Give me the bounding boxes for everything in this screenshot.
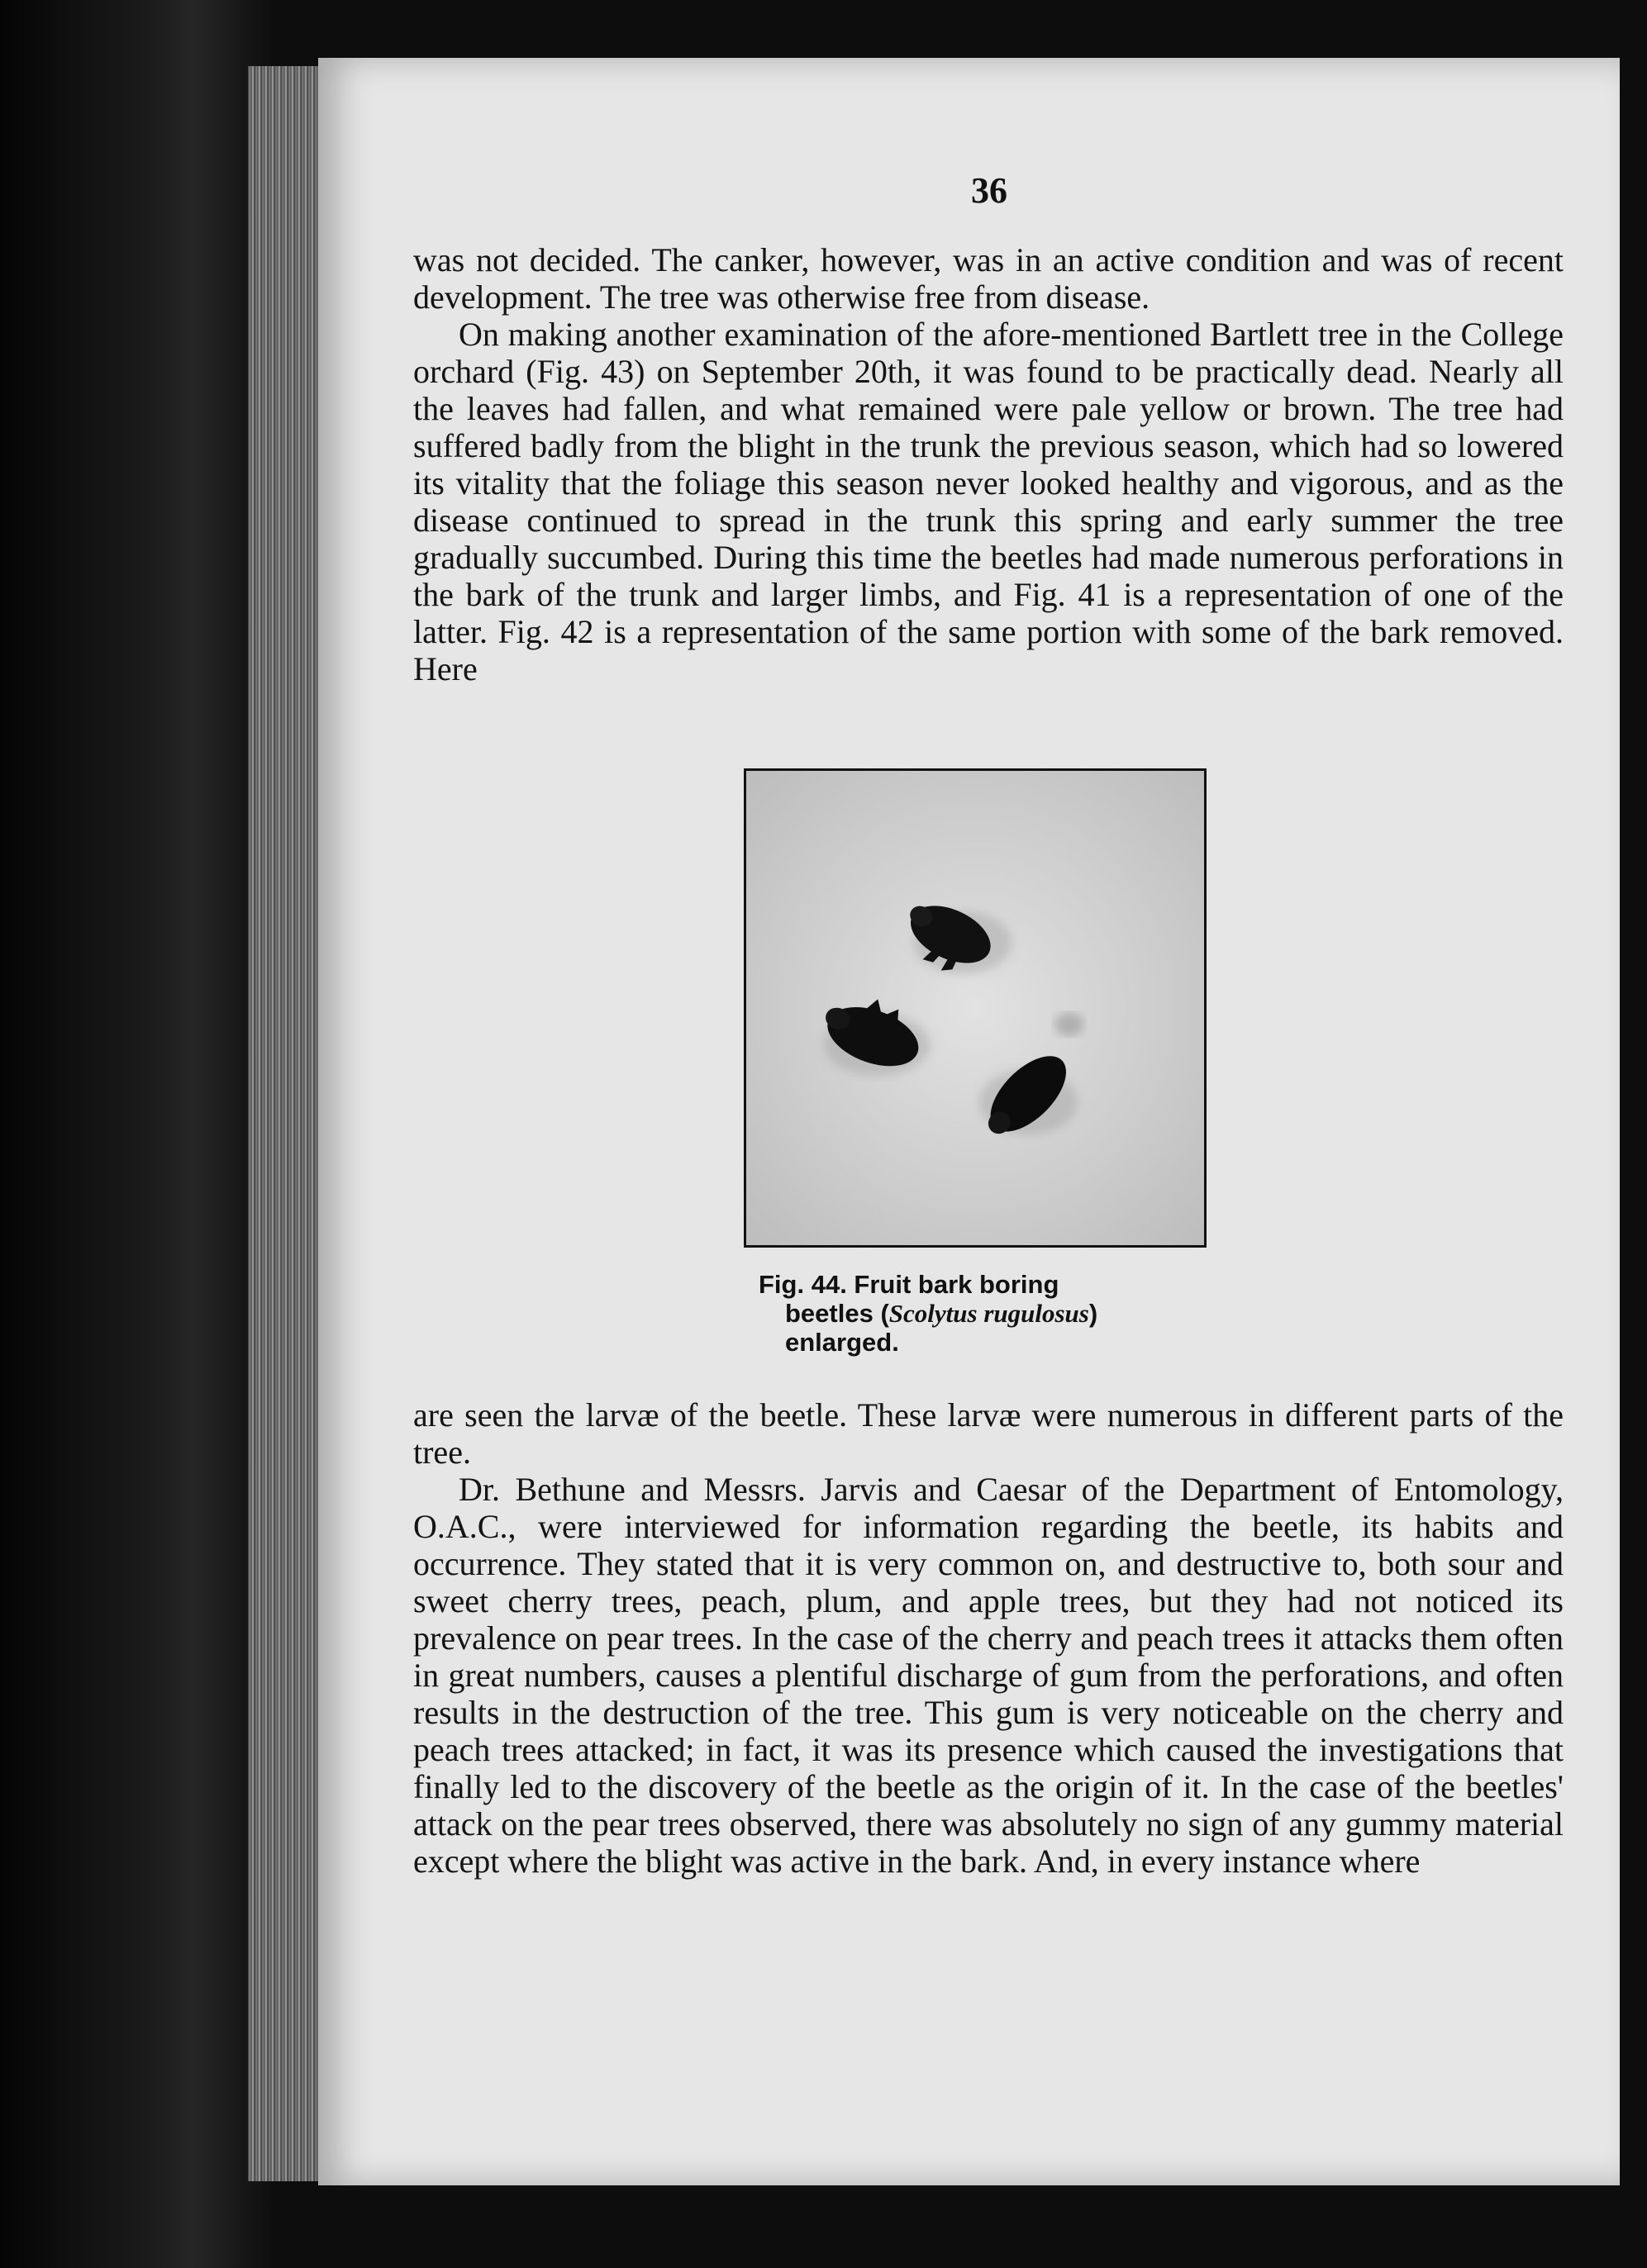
page-edges — [248, 66, 318, 2181]
figure-caption — [759, 1270, 1205, 1357]
text-block-top — [413, 241, 1564, 687]
caption-line-2 — [759, 1299, 1205, 1328]
paragraph: On making another examination of the afore-mentioned Bartlett tree in the College orchard (Fig. 43) on September 20th, it was found to be practically dead. Nearly all the leaves had fallen, and what remained were pale yellow or brown. The tree had suffered badly from the blight in the trunk the previous season, which had so lowered its vitality that the foliage this season never looked healthy and vigorous, and as the disease continued to spread in the trunk this spring and early summer the tree gradually succumbed. During this time the beetles had made numerous perforations in the bark of the trunk and larger limbs, and Fig. 41 is a representation of one of the latter. Fig. 42 is a representation of the same portion with some of the bark removed. Here — [413, 316, 1564, 687]
paragraph: are seen the larvæ of the beetle. These larvæ were numerous in different parts of the tree. — [413, 1396, 1564, 1471]
page-number: 36 — [971, 170, 1007, 211]
book-spine — [0, 0, 273, 2268]
caption-line-3: enlarged. — [785, 1328, 899, 1357]
text-block-bottom — [413, 1396, 1564, 1880]
species-name: Scolytus rugulosus — [888, 1299, 1089, 1328]
paragraph: Dr. Bethune and Messrs. Jarvis and Caesar of the Department of Entomology, O.A.C., were interviewed for information regarding the beetle, its habits and occurrence. They stated that it is very common on, and destructive to, both sour and sweet cherry trees, peach, plum, and apple trees, but they had not noticed its prevalence on pear trees. In the case of the cherry and peach trees it attacks them often in great numbers, causes a plentiful discharge of gum from the perforations, and often results in the destruction of the tree. This gum is very noticeable on the cherry and peach trees attacked; in fact, it was its presence which caused the investigations that finally led to the discovery of the beetle as the origin of it. In the case of the beetles' attack on the pear trees observed, there was absolutely no sign of any gummy material except where the blight was active in the bark. And, in every instance where — [413, 1471, 1564, 1880]
beetle-illustration — [746, 771, 1204, 1245]
caption-prefix: beetles ( — [785, 1299, 889, 1328]
figure-beetles-photo — [744, 768, 1207, 1248]
paragraph: was not decided. The canker, however, was in an active condition and was of recent development. The tree was otherwise free from disease. — [413, 241, 1564, 316]
caption-line-1: Fig. 44. Fruit bark boring — [759, 1270, 1059, 1299]
caption-suffix: ) — [1088, 1299, 1098, 1328]
